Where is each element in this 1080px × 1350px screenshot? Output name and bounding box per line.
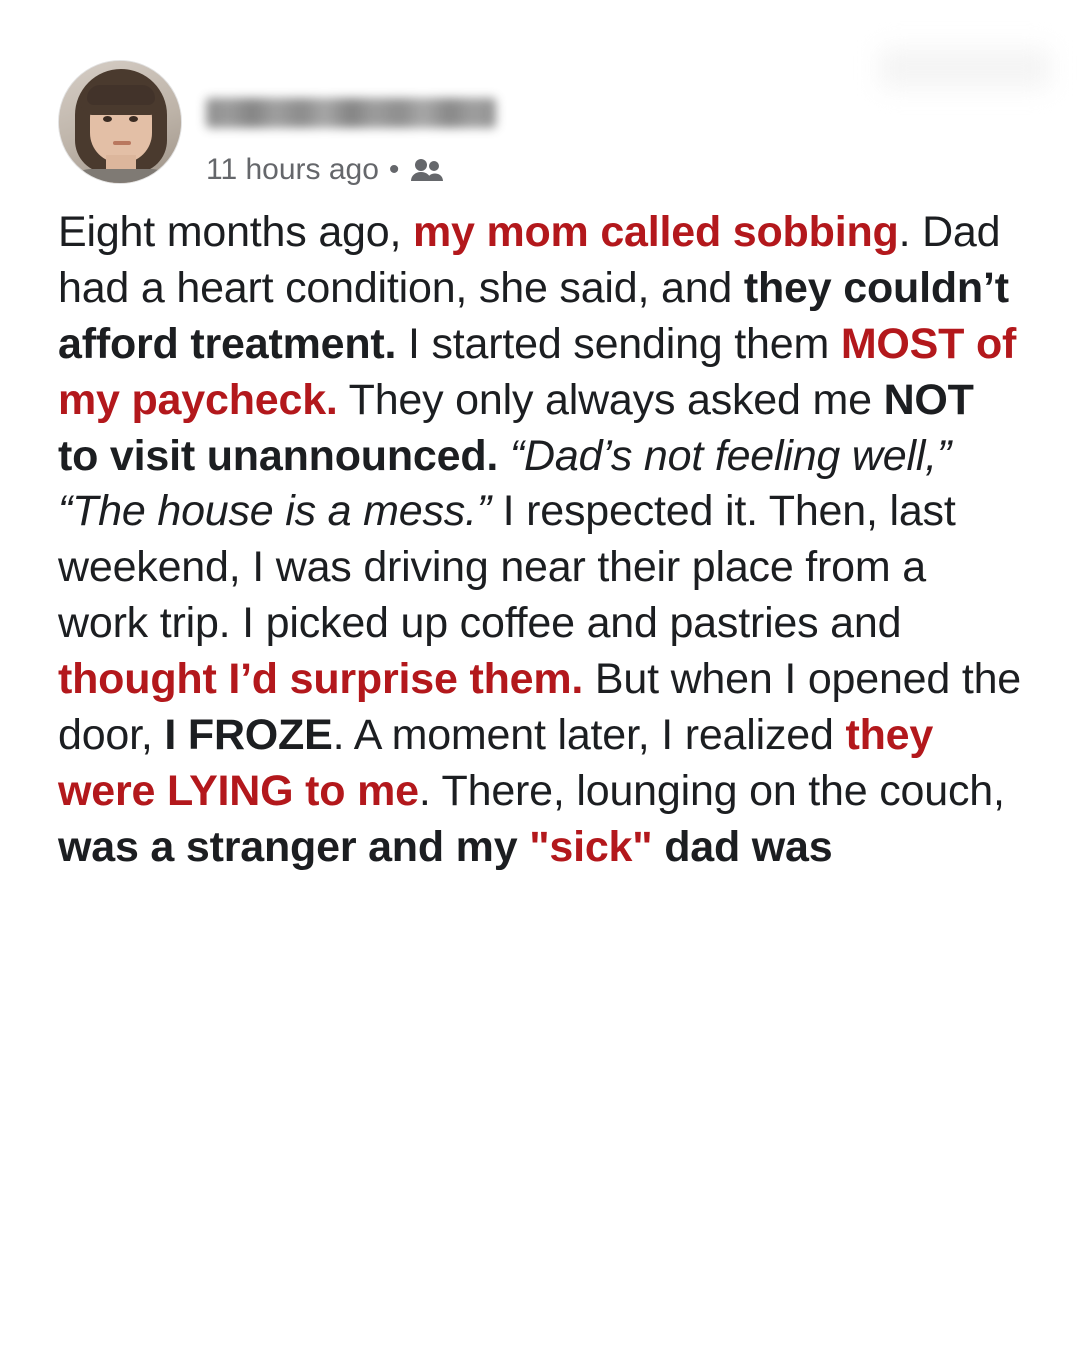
post-timestamp[interactable]: 11 hours ago	[206, 153, 379, 186]
bottom-cutoff	[0, 1344, 1080, 1350]
text-run-7: NOT to visit unannounced.	[58, 375, 974, 480]
avatar-shoulders	[65, 169, 177, 184]
avatar-eye-left	[103, 116, 112, 122]
text-run-12: I FROZE	[164, 711, 333, 760]
text-run-15: . There, lounging on the couch,	[418, 766, 1005, 815]
text-run-2: . Dad had a heart condition, she said, and	[58, 208, 1001, 312]
avatar-mouth	[113, 141, 131, 145]
avatar[interactable]	[58, 60, 182, 184]
avatar-eye-right	[129, 116, 138, 122]
header-text	[206, 60, 496, 187]
text-run-11: But when I opened the door,	[58, 655, 1022, 760]
text-run-4: I started sending them	[396, 319, 841, 368]
post-paragraph	[58, 205, 1022, 876]
text-run-1: my mom called sobbing	[412, 208, 899, 256]
text-run-18: dad was	[652, 822, 833, 871]
text-run-0: Eight months ago,	[58, 208, 413, 256]
post-meta	[206, 153, 496, 187]
post-text	[58, 205, 1022, 876]
friends-icon[interactable]	[409, 157, 443, 183]
meta-separator: •	[388, 153, 400, 186]
text-run-3: they couldn’t afford treatment.	[58, 263, 1009, 368]
text-run-14: they were LYING to me	[58, 711, 934, 815]
text-run-16: was a stranger and my	[58, 822, 530, 871]
text-run-5: MOST of my paycheck.	[58, 319, 1017, 424]
text-run-10: thought I’d surprise them.	[58, 655, 584, 704]
text-run-9: I respected it. Then, last weekend, I was driving near their place from a work trip. I picked up coffee and pastries and	[58, 487, 956, 648]
author-name-redacted[interactable]	[206, 98, 496, 128]
corner-artifact	[880, 48, 1050, 88]
text-run-17: "sick"	[529, 822, 653, 871]
text-run-6: They only always asked me	[337, 375, 884, 424]
text-run-13: . A moment later, I realized	[332, 711, 846, 760]
post-header	[58, 60, 1022, 187]
avatar-fringe	[87, 85, 155, 105]
text-run-8: “Dad’s not feeling well,” “The house is a mess.”	[58, 431, 952, 536]
